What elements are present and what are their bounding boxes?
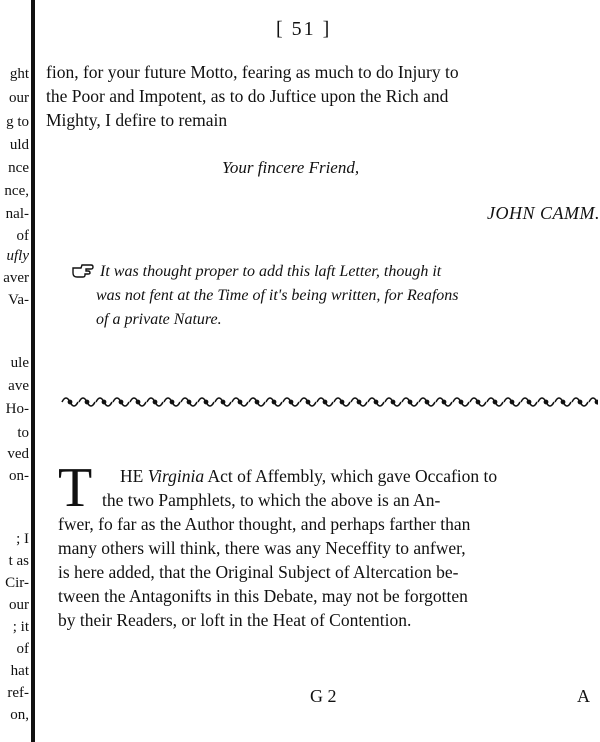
ornamental-divider	[58, 392, 598, 412]
left-page-line: hat	[10, 663, 29, 679]
left-page-line: ; it	[12, 619, 29, 635]
left-page-line: of	[16, 641, 29, 657]
body-line: fion, for your future Motto, fearing as much to do Injury to	[46, 62, 459, 82]
left-page-line: g to	[6, 114, 29, 130]
left-page-line: nce,	[4, 183, 29, 199]
catchword: A	[577, 686, 590, 706]
note-text: It was thought proper to add this laft Letter, though it	[100, 263, 442, 280]
note-line: of a private Nature.	[96, 311, 222, 328]
body-line: the Poor and Impotent, as to do Juftice upon the Rich and	[46, 86, 449, 106]
paragraph-line: many others will think, there was any Neceffity to anfwer,	[58, 538, 466, 558]
left-page-fragment	[0, 0, 31, 742]
left-page-line: Ho-	[5, 401, 29, 417]
left-page-line: on,	[10, 707, 29, 723]
paragraph-line	[58, 464, 600, 488]
left-page-line: Va-	[8, 292, 29, 308]
left-page-line: our	[9, 90, 29, 106]
drop-cap: T	[58, 457, 93, 519]
left-page-line: our	[9, 597, 29, 613]
paragraph-line: the two Pamphlets, to which the above is an An-	[102, 490, 441, 510]
paragraph-text: Act of Affembly, which gave Occafion to	[204, 466, 498, 486]
note-line: was not fent at the Time of it's being written, for Reafons	[96, 287, 459, 304]
signature-mark: G 2	[310, 686, 337, 706]
pointing-hand-icon	[72, 262, 94, 278]
left-page-line: ; I	[16, 531, 29, 547]
paragraph-text: HE	[120, 466, 148, 486]
paragraph-line: by their Readers, or loft in the Heat of Contention.	[58, 610, 412, 630]
left-page-line: nal-	[5, 206, 29, 222]
left-page-line: nce	[8, 160, 29, 176]
left-page-line: t as	[8, 553, 29, 569]
note-line	[72, 260, 600, 284]
paragraph-line: tween the Antagonifts in this Debate, may not be forgotten	[58, 586, 468, 606]
paragraph-line: fwer, fo far as the Author thought, and perhaps farther than	[58, 514, 471, 534]
paragraph-italic-text: Virginia	[147, 466, 205, 486]
left-page-line: ved	[7, 446, 29, 462]
paragraph-line: is here added, that the Original Subject of Altercation be-	[58, 562, 459, 582]
letter-signature: JOHN CAMM.	[487, 203, 600, 223]
left-page-line: of	[16, 228, 29, 244]
letter-closing: Your fincere Friend,	[222, 158, 360, 177]
left-page-line: on-	[9, 468, 29, 484]
left-page-line: Cir-	[5, 575, 29, 591]
page-header: [ 51 ]	[276, 18, 332, 40]
left-page-line: uld	[9, 137, 29, 153]
left-page-line: ave	[8, 378, 29, 394]
left-page-line: ght	[9, 66, 29, 82]
right-page	[46, 0, 600, 742]
body-line: Mighty, I defire to remain	[46, 110, 228, 130]
book-gutter	[31, 0, 35, 742]
left-page-line: ule	[10, 355, 29, 371]
left-page-line: to	[17, 425, 29, 441]
left-page-line: ufly	[6, 248, 29, 264]
paragraph	[58, 457, 600, 632]
left-page-line: ref-	[7, 685, 29, 701]
left-page-line: aver	[3, 270, 29, 286]
editorial-note	[72, 260, 600, 332]
